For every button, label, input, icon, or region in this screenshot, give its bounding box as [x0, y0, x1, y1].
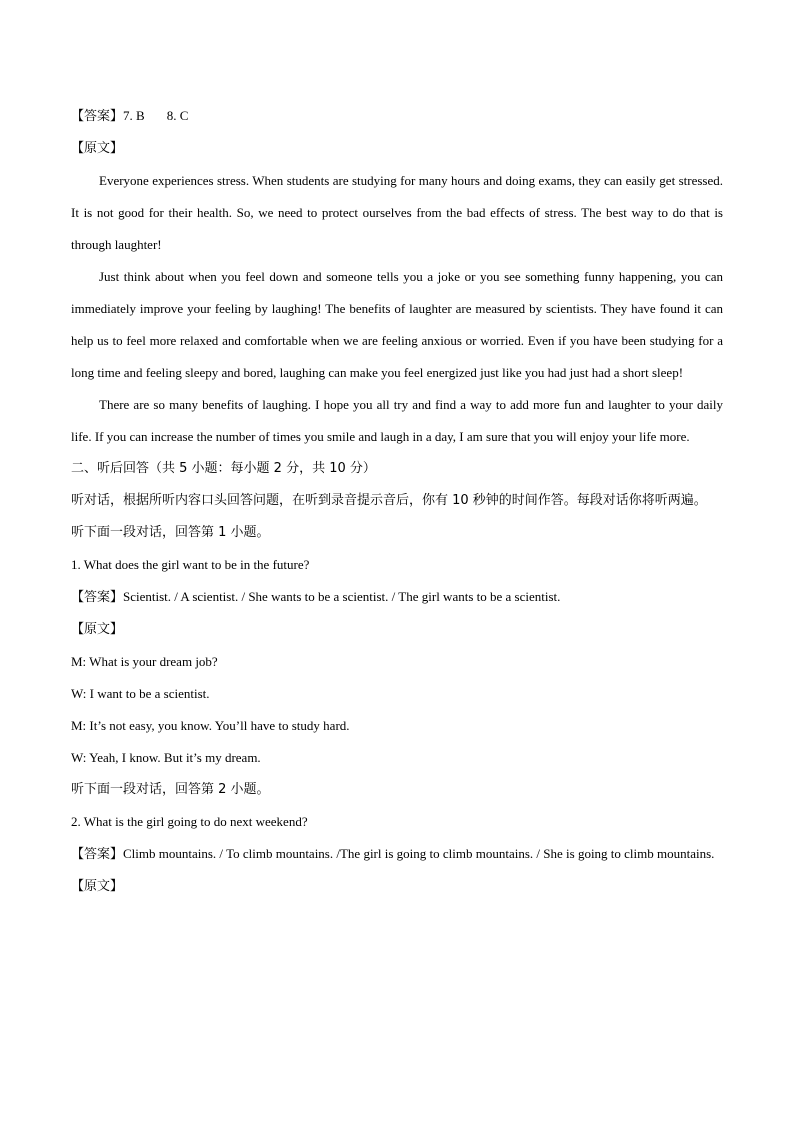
q1-answer [71, 581, 723, 614]
q2-question: 2. What is the girl going to do next weekend? [71, 814, 308, 829]
passage-paragraph-3: There are so many benefits of laughing. I hope you all try and find a way to add more fun and laughter to your daily life. If you can increase the number of times you smile and laugh in a day, I am sure that you will enjoy your life more. [71, 397, 723, 444]
q1-answer-text: Scientist. / A scientist. / She wants to be a scientist. / The girl wants to be a scientist. [123, 589, 561, 604]
answer-7: 7. B [123, 108, 145, 123]
q2-answer-label: 【答案】 [71, 847, 124, 862]
q2-answer-text: Climb mountains. / To climb mountains. /The girl is going to climb mountains. / She is going to climb mountains. [123, 846, 715, 861]
answer-8: 8. C [166, 108, 189, 123]
q1-question: 1. What does the girl want to be in the future? [71, 557, 310, 572]
section-2-instructions: 听对话，根据所听内容口头回答问题，在听到录音提示音后，你有 10 秒钟的时间作答。每段对话你将听两遍。 [71, 493, 707, 508]
q1-dialogue-line-4: W: Yeah, I know. But it’s my dream. [71, 750, 261, 765]
passage-paragraph-2: Just think about when you feel down and someone tells you a joke or you see something funny happening, you can immediately improve your feeling by laughing! The benefits of laughter are measured by scientists. They have found it can help us to feel more relaxed and comfortable when we are feeling anxious or worried. Even if you have been studying for a long time and feeling sleepy and bored, laughing can make you feel energized just like you had just had a short sleep! [71, 269, 723, 380]
q2-intro: 听下面一段对话，回答第 2 小题。 [71, 782, 270, 797]
q1-intro: 听下面一段对话，回答第 1 小题。 [71, 525, 270, 540]
q2-answer [71, 838, 723, 871]
q1-answer-label: 【答案】 [71, 590, 124, 605]
q2-yuanwen-label: 【原文】 [71, 879, 124, 894]
answer-label: 【答案】 [71, 109, 124, 124]
q1-dialogue-line-1: M: What is your dream job? [71, 654, 218, 669]
section-2-heading: 二、听后回答（共 5 小题：每小题 2 分，共 10 分） [71, 461, 376, 476]
q1-yuanwen-label: 【原文】 [71, 622, 124, 637]
q1-dialogue-line-2: W: I want to be a scientist. [71, 686, 210, 701]
yuanwen-label: 【原文】 [71, 141, 124, 156]
answer-7-8 [71, 100, 723, 133]
document-page [71, 100, 723, 903]
q1-dialogue-line-3: M: It’s not easy, you know. You’ll have to study hard. [71, 718, 350, 733]
passage-paragraph-1: Everyone experiences stress. When students are studying for many hours and doing exams, they can easily get stressed. It is not good for their health. So, we need to protect ourselves from the bad effects of stress. The best way to do that is through laughter! [71, 173, 723, 252]
